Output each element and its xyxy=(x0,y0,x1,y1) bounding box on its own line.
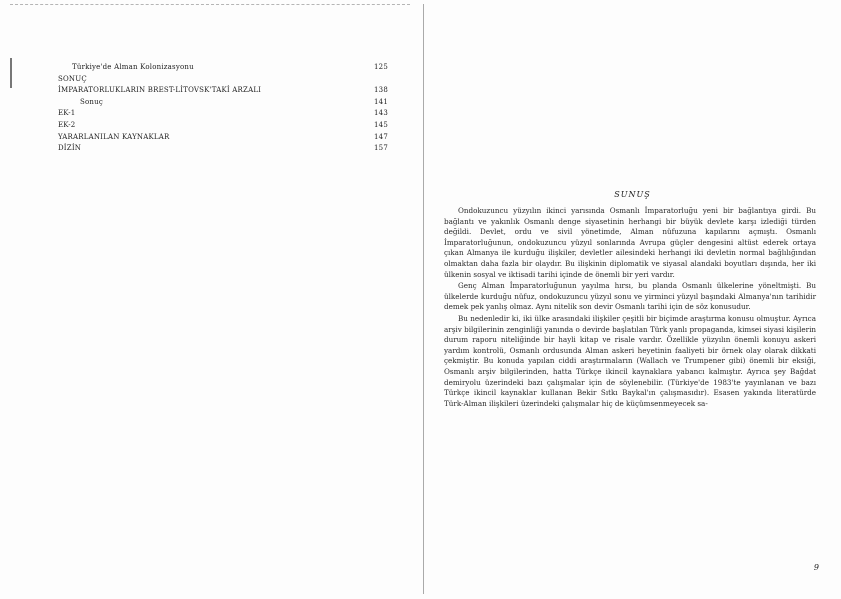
toc-entry xyxy=(58,132,388,144)
page-number: 9 xyxy=(813,563,819,572)
toc-entry-page: 145 xyxy=(374,120,388,129)
toc-entry-page: 125 xyxy=(374,63,388,71)
toc-entry-title: Türkiye'de Alman Kolonizasyonu xyxy=(72,63,194,71)
toc-entry-page: 138 xyxy=(374,86,388,95)
toc-entry xyxy=(58,120,388,132)
scan-artifact xyxy=(10,4,410,7)
toc-entry-title: YARARLANILAN KAYNAKLAR xyxy=(58,132,170,141)
body-paragraph: Ondokuzuncu yüzyılın ikinci yarısında Osmanlı İmparatorluğu yeni bir bağlantıya girdi. Bu bağlantı ve yakınlık Osmanlı denge siyasetinin herhangi bir büyük devlete karşı izlediği türden değildi. Devlet, ordu ve sivil yönetimde, Alman nüfuzuna kapılarını açmıştı. Osmanlı İmparatorluğunun, ondokuzuncu yüzyıl sonlarında Avrupa güçler dengesini altüst ederek ortaya çıkan Almanya ile kurduğu ilişkiler, devletler ailesindeki herhangi iki devletin normal bağlılığından olmaktan daha fazla bir olaydır. Bu ilişkinin diplomatik ve siyasal alandaki boyutları dışında, her iki ülkenin sosyal ve iktisadi tarihi içinde de önemli bir yeri vardır. xyxy=(444,206,816,279)
right-page xyxy=(424,0,841,599)
toc-entry xyxy=(58,62,388,74)
toc-entry xyxy=(58,74,388,86)
toc-entry-title: İMPARATORLUKLARIN BREST-LİTOVSK'TAKİ ARZALI xyxy=(58,86,262,95)
toc-entry-title: Sonuç xyxy=(80,97,103,106)
scan-mark xyxy=(10,58,12,88)
toc-entry xyxy=(58,108,388,120)
toc-entry-page: 157 xyxy=(374,144,388,153)
toc-entry-page: 143 xyxy=(374,109,388,118)
toc-entry-title: DİZİN xyxy=(58,144,82,153)
section-title: SUNUŞ xyxy=(614,190,651,199)
section-body xyxy=(444,206,816,410)
toc-entry xyxy=(58,143,388,155)
toc-entry-page: 141 xyxy=(374,97,388,106)
toc-entry xyxy=(58,85,388,97)
toc-entry-page: 147 xyxy=(374,132,388,141)
toc-entry xyxy=(58,97,388,109)
toc-entry-title: EK-1 xyxy=(58,109,76,118)
toc-entry-title: SONUÇ xyxy=(58,74,87,83)
table-of-contents xyxy=(58,62,388,155)
toc-entry-title: EK-2 xyxy=(58,120,76,129)
body-paragraph: Genç Alman İmparatorluğunun yayılma hırsı, bu planda Osmanlı ülkelerine yöneltmişti. Bu ülkelerde kurduğu nüfuz, ondokuzuncu yüzyıl sonu ve yirminci yüzyıl başındaki Almanya'nın tarihidir demek pek yanlış olmaz. Aynı nitelik son devir Osmanlı tarihi için de söz konusudur. xyxy=(444,281,816,312)
body-paragraph: Bu nedenledir ki, iki ülke arasındaki ilişkiler çeşitli bir biçimde araştırma konusu olmuştur. Ayrıca arşiv bilgilerinin zenginliği yanında o devirde başlatılan Türk yanlı propaganda, kimsei siyasi kişilerin durum raporu niteliğinde bir hayli kitap ve risale vardır. Özellikle yüzyılın önemli konuyu askeri yardım kontrolü, Osmanlı ordusunda Alman askeri heyetinin faaliyeti bir örnek olay olarak dikkati çekmiştir. Bu konuda yapılan ciddi araştırmaların (Wallach ve Trumpener gibi) önemli bir eksiği, Osmanlı arşiv bilgilerinden, hatta Türkçe ikincil kaynaklara yabancı kalmıştır. Ayrıca şey Bağdat demiryolu üzerindeki bazı çalışmalar için de söylenebilir. (Türkiye'de 1983'te yayınlanan ve bazı Türkçe ikincil kaynaklar kullanan Bekir Sıtkı Baykal'ın çalışmasıdır). Esasen yakında literatürde Türk-Alman ilişkileri üzerindeki çalışmalar hiç de küçümsenmeyecek sa- xyxy=(444,313,816,408)
